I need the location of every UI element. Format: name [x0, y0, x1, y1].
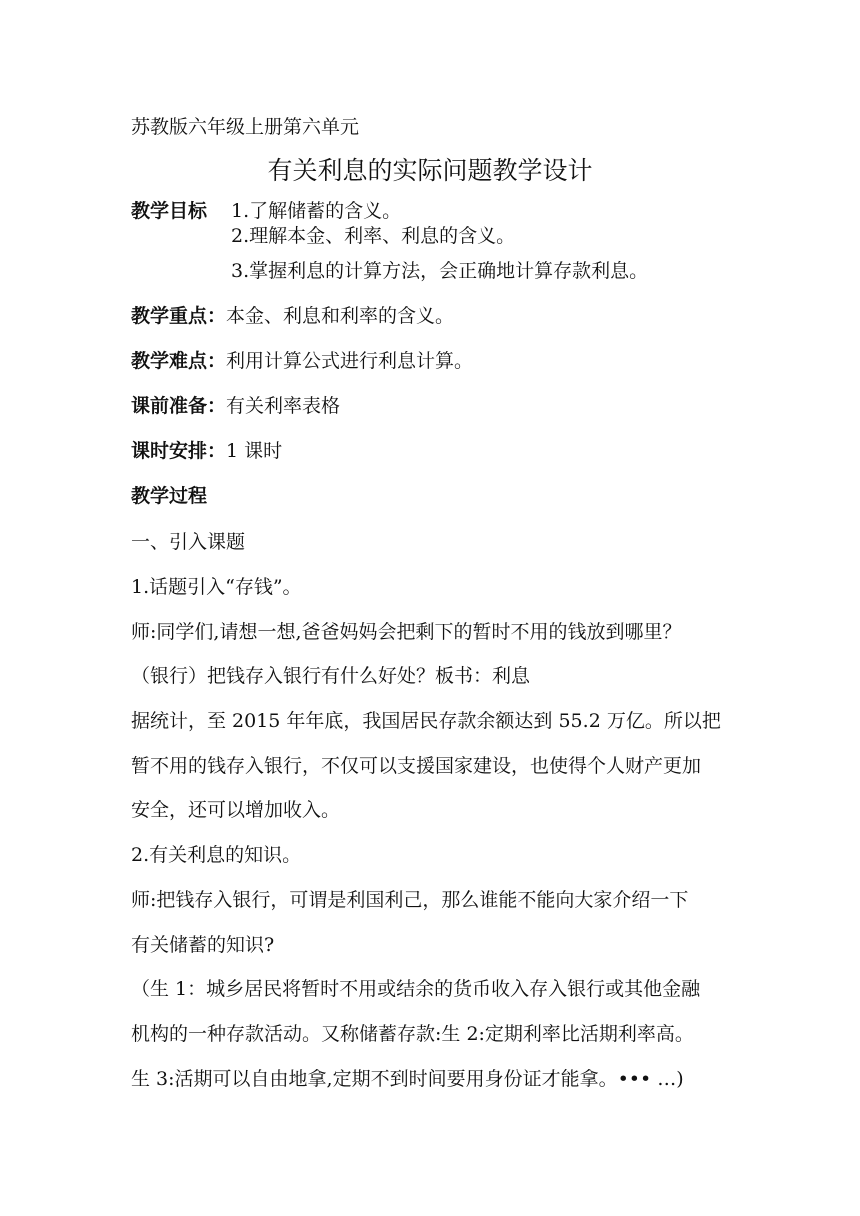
field-label: 课前准备： — [131, 395, 227, 417]
objective-item-3: 3.掌握利息的计算方法，会正确地计算存款利息。 — [231, 260, 649, 282]
process-line: 安全，还可以增加收入。 — [131, 799, 341, 821]
field-value: 利用计算公式进行利息计算。 — [226, 350, 474, 372]
process-line: 一、引入课题 — [131, 531, 246, 553]
process-line: 机构的一种存款活动。又称储蓄存款:生 2:定期利率比活期利率高。 — [131, 1023, 694, 1045]
field-value: 本金、利息和利率的含义。 — [226, 305, 455, 327]
field-difficulties — [131, 349, 473, 373]
process-line: 2.有关利息的知识。 — [131, 844, 302, 866]
process-line: 有关储蓄的知识? — [131, 934, 275, 956]
field-value: 1 课时 — [226, 440, 283, 462]
objective-item-1: 1.了解储蓄的含义。 — [231, 200, 402, 222]
field-value: 有关利率表格 — [226, 395, 341, 417]
process-heading: 教学过程 — [131, 485, 208, 507]
process-line: （银行）把钱存入银行有什么好处？板书：利息 — [131, 665, 531, 687]
field-preparation — [131, 394, 340, 418]
process-line: 师:同学们,请想一想,爸爸妈妈会把剩下的暂时不用的钱放到哪里？ — [131, 621, 682, 643]
field-label: 教学难点： — [131, 350, 227, 372]
field-schedule — [131, 439, 282, 463]
unit-line: 苏教版六年级上册第六单元 — [131, 116, 360, 138]
field-label: 课时安排： — [131, 440, 227, 462]
process-line: 师:把钱存入银行，可谓是利国利己，那么谁能不能向大家介绍一下 — [131, 889, 689, 911]
process-line: 1.话题引入“存钱”。 — [131, 576, 302, 598]
process-line: 暂不用的钱存入银行，不仅可以支援国家建设，也使得个人财产更加 — [131, 755, 702, 777]
process-line: 生 3:活期可以自由地拿,定期不到时间要用身份证才能拿。••• …) — [131, 1068, 684, 1090]
field-key-points — [131, 304, 454, 328]
process-line: （生 1：城乡居民将暂时不用或结余的货币收入存入银行或其他金融 — [131, 978, 701, 1000]
process-line: 据统计，至 2015 年年底，我国居民存款余额达到 55.2 万亿。所以把 — [131, 710, 721, 732]
objectives-label: 教学目标 — [131, 200, 208, 222]
field-label: 教学重点： — [131, 305, 227, 327]
document-title: 有关利息的实际问题教学设计 — [267, 156, 593, 185]
objective-item-2: 2.理解本金、利率、利息的含义。 — [231, 225, 516, 247]
